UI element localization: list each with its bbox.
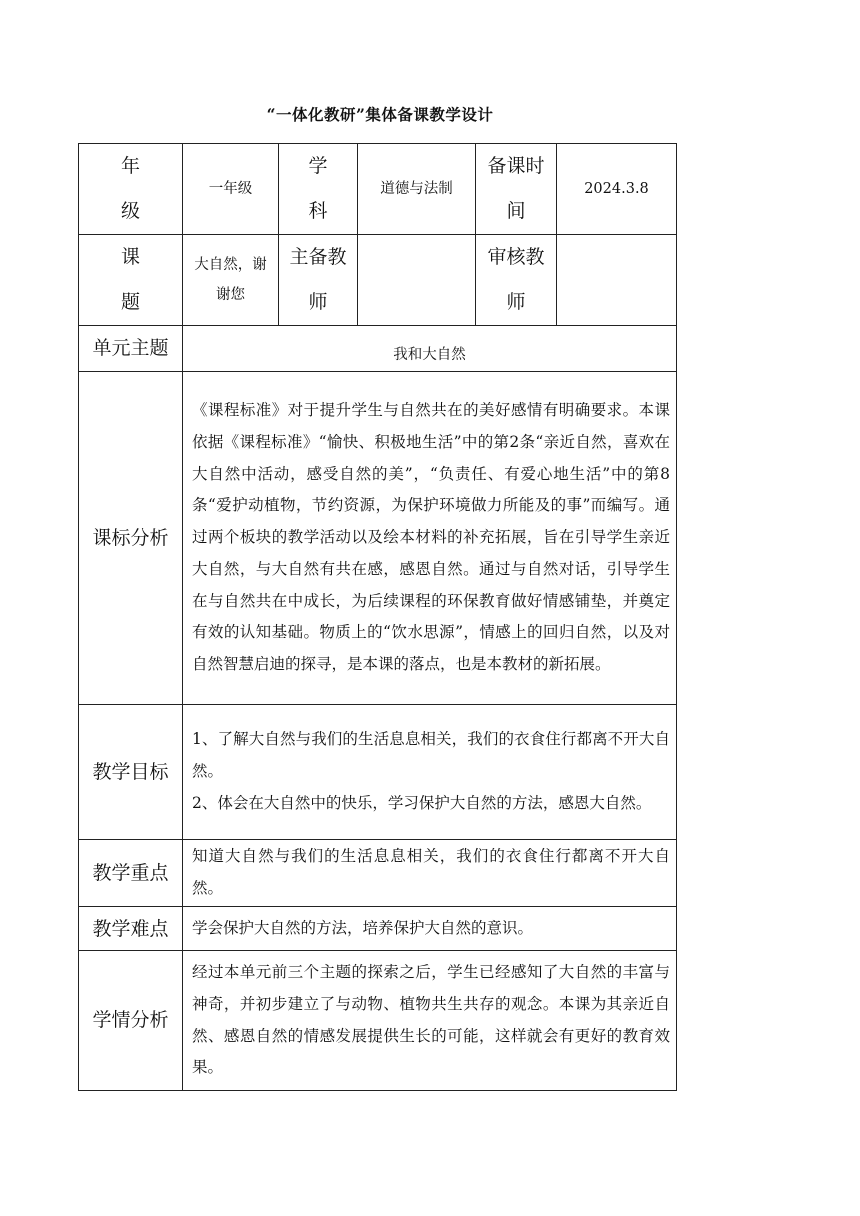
topic-value	[183, 235, 279, 326]
student-analysis-text: 经过本单元前三个主题的探索之后，学生已经感知了大自然的丰富与神奇，并初步建立了与动物、植物共生共存的观念。本课为其亲近自然、感恩自然的情感发展提供生长的可能，这样就会有更好的教育效果。	[183, 951, 677, 1091]
difficulties-text: 学会保护大自然的方法，培养保护大自然的意识。	[183, 907, 677, 951]
reviewer-label-line2: 师	[506, 291, 526, 313]
table-row	[79, 235, 677, 326]
table-row	[79, 144, 677, 235]
reviewer-label-line1: 审核教	[487, 246, 545, 268]
unit-theme-value: 我和大自然	[183, 326, 677, 372]
reviewer-label	[476, 235, 557, 326]
grade-label: 年级	[79, 144, 183, 235]
reviewer-value	[557, 235, 677, 326]
table-row	[79, 705, 677, 840]
topic-value-line1: 大自然，谢	[194, 257, 267, 273]
subject-value: 道德与法制	[358, 144, 476, 235]
lead-teacher-label-line1: 主备教	[289, 246, 347, 268]
teaching-goal-item: 2、体会在大自然中的快乐，学习保护大自然的方法，感恩大自然。	[192, 793, 652, 812]
table-row	[79, 907, 677, 951]
teaching-goals-text	[183, 705, 677, 840]
grade-value: 一年级	[183, 144, 279, 235]
key-points-label: 教学重点	[79, 840, 183, 907]
prep-time-value: 2024.3.8	[557, 144, 677, 235]
document-title: “一体化教研”集体备课教学设计	[266, 105, 494, 124]
lesson-plan-table	[78, 143, 677, 1091]
prep-time-label-line1: 备课时	[487, 155, 545, 177]
subject-label	[279, 144, 358, 235]
lead-teacher-label	[279, 235, 358, 326]
table-row	[79, 372, 677, 705]
unit-theme-label: 单元主题	[79, 326, 183, 372]
key-points-text: 知道大自然与我们的生活息息相关，我们的衣食住行都离不开大自然。	[183, 840, 677, 907]
lead-teacher-label-line2: 师	[308, 291, 328, 313]
table-row	[79, 326, 677, 372]
table-row	[79, 840, 677, 907]
subject-label-line1: 学	[308, 155, 328, 177]
prep-time-label	[476, 144, 557, 235]
curriculum-analysis-text: 《课程标准》对于提升学生与自然共在的美好感情有明确要求。本课依据《课程标准》“愉快、积极地生活”中的第2条“亲近自然，喜欢在大自然中活动，感受自然的美”，“负责任、有爱心地生活”中的第8条“爱护动植物，节约资源，为保护环境做力所能及的事”而编写。通过两个板块的教学活动以及绘本材料的补充拓展，旨在引导学生亲近大自然，与大自然有共在感，感恩自然。通过与自然对话，引导学生在与自然共在中成长，为后续课程的环保教育做好情感铺垫，并奠定有效的认知基础。物质上的“饮水思源”，情感上的回归自然，以及对自然智慧启迪的探寻，是本课的落点，也是本教材的新拓展。	[183, 372, 677, 705]
topic-value-line2: 谢您	[216, 287, 245, 303]
subject-label-line2: 科	[308, 200, 328, 222]
teaching-goals-label: 教学目标	[79, 705, 183, 840]
curriculum-analysis-label: 课标分析	[79, 372, 183, 705]
topic-label: 课题	[79, 235, 183, 326]
student-analysis-label: 学情分析	[79, 951, 183, 1091]
difficulties-label: 教学难点	[79, 907, 183, 951]
table-row	[79, 951, 677, 1091]
prep-time-label-line2: 间	[506, 200, 526, 222]
teaching-goal-item: 1、了解大自然与我们的生活息息相关，我们的衣食住行都离不开大自然。	[192, 730, 670, 781]
lead-teacher-value	[358, 235, 476, 326]
